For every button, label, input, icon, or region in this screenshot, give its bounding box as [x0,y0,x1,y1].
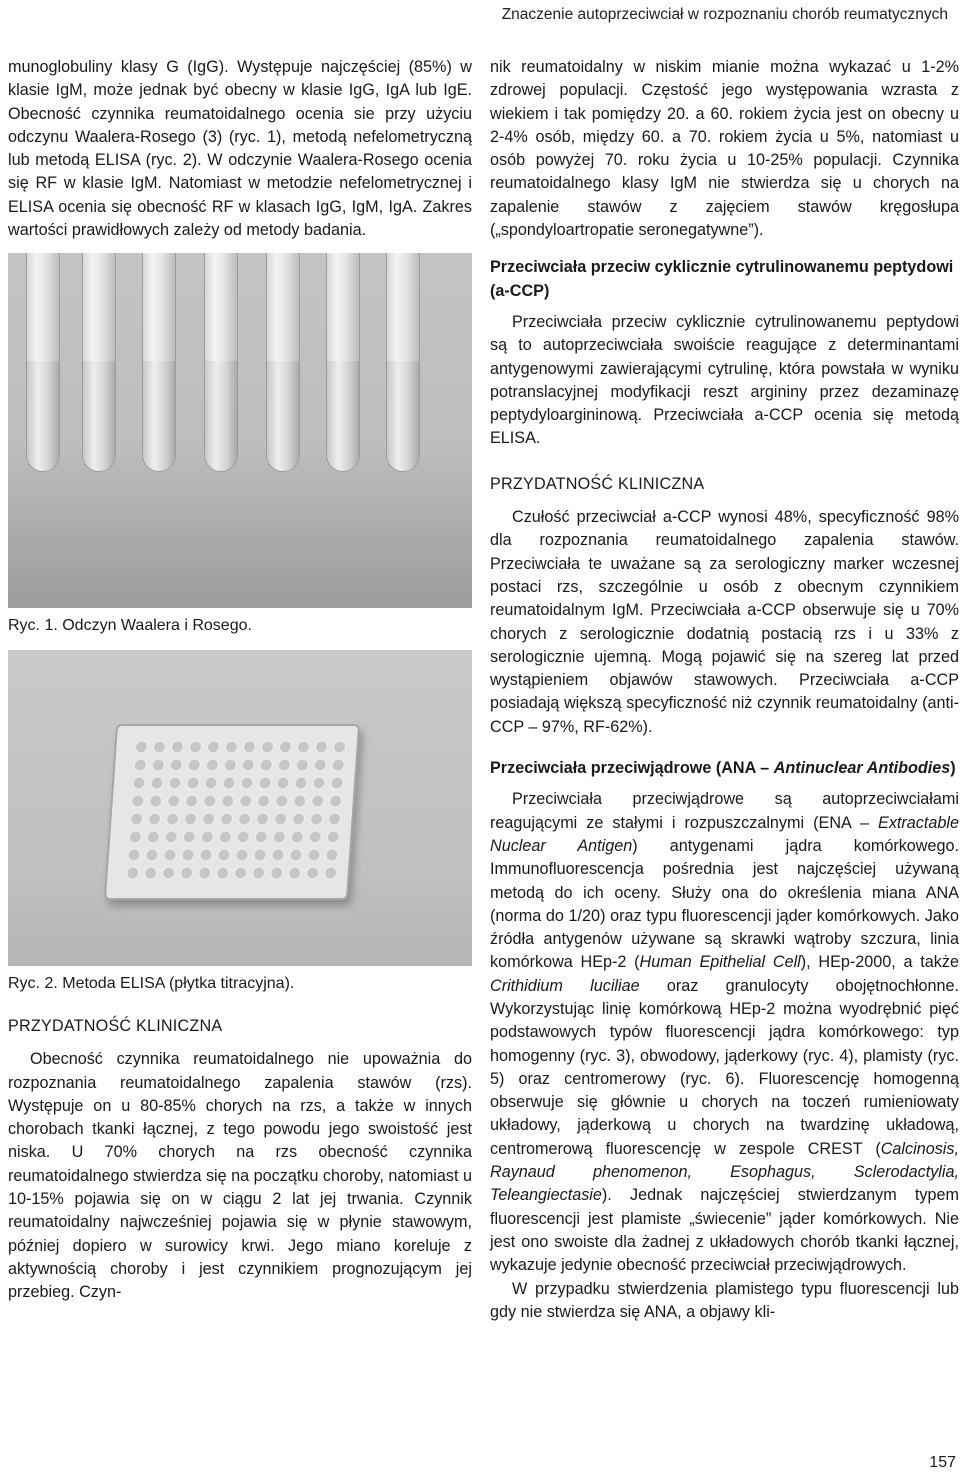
test-tube [26,253,60,472]
page-number: 157 [929,1454,956,1471]
heading-clinical-usefulness-left: PRZYDATNOŚĆ KLINICZNA [8,1016,223,1035]
test-tube [82,253,116,472]
figure-1-caption: Ryc. 1. Odczyn Waalera i Rosego. [8,617,252,635]
titration-plate [104,724,360,900]
test-tube [386,253,420,472]
figure-2-caption: Ryc. 2. Metoda ELISA (płytka titracyjna). [8,974,295,992]
right-paragraph-5: W przypadku stwierdzenia plamistego typu fluorescencji lub gdy nie stwierdza się ANA, a objawy kli- [490,1279,959,1321]
left-paragraph-2: Obecność czynnika reumatoidalnego nie upoważnia do rozpoznania reumatoidalnego zapalenia stawów (rzs). Występuje on u 80-85% chorych na rzs, a także w innych chorobach tkanki łącznej, z tego powodu jego swoistość jest niska. U 70% chorych na rzs obecność czynnika reumatoidalnego stwierdza się na początku choroby, natomiast u 10-15% pojawia się on w ciągu 2 lat jej trwania. Czynnik reumatoidalny najwcześniej pojawia się w płynie stawowym, później dopiero w surowicy krwi. Jego miano koreluje z aktywnością choroby i jest czynnikiem prognozującym jej przebieg. Czyn- [8,1050,472,1302]
test-tube [204,253,238,472]
right-paragraph-3: Czułość przeciwciał a-CCP wynosi 48%, specyficzność 98% dla rozpoznania reumatoidalnego zapalenia stawów. Przeciwciała te uważane są za serologiczny marker wczesnej postaci rzs, szczególnie u osób z obecnym czynnikiem reumatoidalnym IgM. Przeciwciała a-CCP obserwuje się u 70% chorych z serologicznie dodatnią postacią rzs i u 33% z serologicznie ujemną. Mogą pojawić się na szereg lat przed wystąpieniem objawów stawowych. Przeciwciała a-CCP posiadają większą specyficzność niż czynnik reumatoidalny (anti-CCP – 97%, RF-62%). [490,508,959,736]
right-column [490,56,959,1324]
right-paragraph-1: nik reumatoidalny w niskim mianie można wykazać u 1-2% zdrowej populacji. Częstość jego występowania wzrasta z wiekiem i tak pomiędzy 20. a 60. rokiem życia jest on obecny u 2-4% osób, między 60. a 70. rokiem życia u 5%, natomiast u osób powyżej 70. roku życia u 10-25% populacji. Czynnika reumatoidalnego klasy IgM nie stwierdza się u chorych na zapalenie stawów z zajęciem stawów kręgosłupa („spondyloartropatie seronegatywne”). [490,58,959,240]
right-paragraph-4: Przeciwciała przeciwjądrowe są autoprzeciwciałami reagującymi ze stałymi i rozpuszczalnymi (ENA – Extractable Nuclear Antigen) antygenami jądra komórkowego. Immunofluorescencja pośrednia jest najczęściej używaną metodą do ich oceny. Służy ona do określenia miana ANA (norma do 1/20) oraz typu fluorescencji jąder komórkowych. Jako źródła antygenów używane są skrawki wątroby szczura, linia komórkowa HEp-2 (Human Epithelial Cell), HEp-2000, a także Crithidium luciliae oraz granulocyty obojętnochłonne. Wykorzystując linię komórkową HEp-2 można wyodrębnić pięć podstawowych typów fluorescencji jądra komórkowego: typ homogenny (ryc. 3), obwodowy, jąderkowy (ryc. 4), plamisty (ryc. 5) oraz centromerowy (ryc. 6). Fluorescencję homogenną obserwuje się głównie u chorych na toczeń rumieniowaty układowy, jąderkową u chorych na twardzinę układową, centromerową fluorescencję w zespole CREST (Calcinosis, Raynaud phenomenon, Esophagus, Sclerodactylia, Teleangiectasie). Jednak najczęściej stwierdzanym typem fluorescencji jest plamiste „świecenie” jąder komórkowych. Nie jest ono swoiste dla żadnej z układowych chorób tkanki łącznej, wykazuje jedynie obecność przeciwciał przeciwjądrowych. [490,790,960,1275]
right-paragraph-2: Przeciwciała przeciw cyklicznie cytrulinowanemu peptydowi są to autoprzeciwciała swoiście reagujące z determinantami antygenowymi zawierającymi cytrulinę, która powstała w wyniku potranslacyjnej modyfikacji reszt argininy przez dezaminazę peptydyloargininową. Przeciwciała a-CCP ocenia się metodą ELISA. [490,312,959,448]
left-column [8,56,472,1305]
figure-2-elisa-plate [8,650,472,966]
test-tube [326,253,360,472]
test-tube [266,253,300,472]
test-tube [142,253,176,472]
heading-ana: Przeciwciała przeciwjądrowe (ANA – Antinuclear Antibodies) [490,759,956,778]
heading-clinical-usefulness-right: PRZYDATNOŚĆ KLINICZNA [490,474,705,493]
left-paragraph-1: munoglobuliny klasy G (IgG). Występuje najczęściej (85%) w klasie IgM, może jednak być obecny w klasie IgG, IgA lub IgE. Obecność czynnika reumatoidalnego ocenia sie przy użyciu odczynu Waalera-Rosego (3) (ryc. 1), metodą nefelometryczną lub metodą ELISA (ryc. 2). W odczynie Waalera-Rosego ocenia się RF w klasie IgM. Natomiast w metodzie nefelometrycznej i ELISA ocenia się obecność RF w klasach IgG, IgM, IgA. Zakres wartości prawidłowych zależy od metody badania. [8,58,472,240]
figure-1-test-tubes [8,253,472,608]
heading-accp: Przeciwciała przeciw cyklicznie cytrulinowanemu peptydowi (a-CCP) [490,258,954,300]
running-head: Znaczenie autoprzeciwciał w rozpoznaniu chorób reumatycznych [501,6,948,23]
